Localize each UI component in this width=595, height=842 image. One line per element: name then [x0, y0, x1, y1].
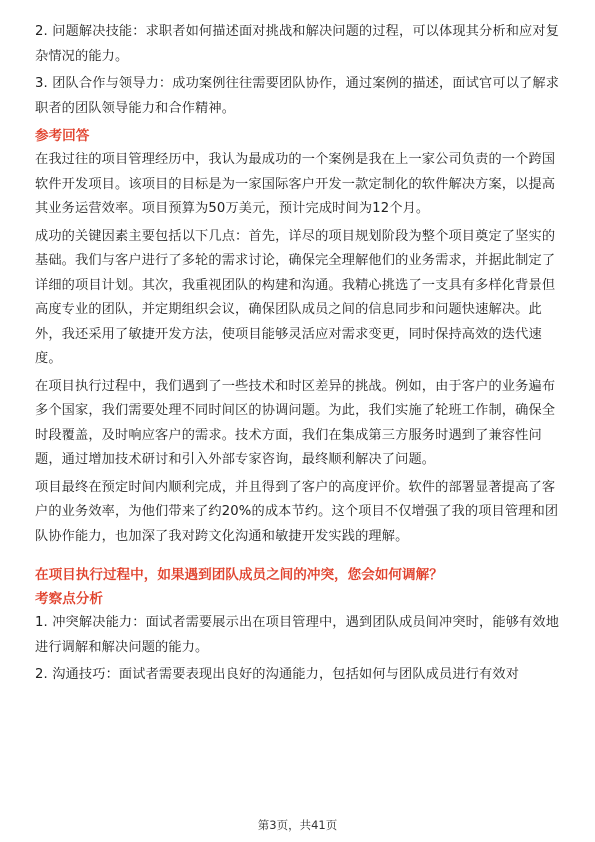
list-item: 2. 问题解决技能：求职者如何描述面对挑战和解决问题的过程，可以体现其分析和应对复杂情况的能力。: [35, 24, 560, 64]
section-heading-answer: 参考回答: [35, 128, 90, 144]
document-body: [35, 20, 560, 691]
list-item: 1. 冲突解决能力：面试者需要展示出在项目管理中，遇到团队成员间冲突时，能够有效地进行调解和解决问题的能力。: [35, 615, 560, 655]
list-item: 2. 沟通技巧：面试者需要表现出良好的沟通能力，包括如何与团队成员进行有效对: [35, 667, 520, 682]
page-number: 第3页，共41页: [257, 818, 338, 832]
list-item: 3. 团队合作与领导力：成功案例往往需要团队协作，通过案例的描述，面试官可以了解求职者的团队领导能力和合作精神。: [35, 76, 560, 116]
answer-paragraph: 项目最终在预定时间内顺利完成，并且得到了客户的高度评价。软件的部署显著提高了客户的业务效率，为他们带来了约20%的成本节约。这个项目不仅增强了我的项目管理和团队协作能力，也加深了我对跨文化沟通和敏捷开发实践的理解。: [35, 479, 559, 544]
section-heading-analysis: 考察点分析: [35, 591, 103, 607]
answer-paragraph: 在项目执行过程中，我们遇到了一些技术和时区差异的挑战。例如，由于客户的业务遍布多个国家，我们需要处理不同时间区的协调问题。为此，我们实施了轮班工作制，确保全时段覆盖，及时响应客户的需求。技术方面，我们在集成第三方服务时遇到了兼容性问题，通过增加技术研讨和引入外部专家咨询，最终顺利解决了问题。: [35, 378, 556, 467]
answer-paragraph: 在我过往的项目管理经历中，我认为最成功的一个案例是我在上一家公司负责的一个跨国软件开发项目。该项目的目标是为一家国际客户开发一款定制化的软件解决方案，以提高其业务运营效率。项目预算为50万美元，预计完成时间为12个月。: [35, 152, 556, 216]
answer-paragraph: 成功的关键因素主要包括以下几点：首先，详尽的项目规划阶段为整个项目奠定了坚实的基础。我们与客户进行了多轮的需求讨论，确保完全理解他们的业务需求，并据此制定了详细的项目计划。其次，我重视团队的构建和沟通。我精心挑选了一支具有多样化背景但高度专业的团队，并定期组织会议，确保团队成员之间的信息同步和问题快速解决。此外，我还采用了敏捷开发方法，使项目能够灵活应对需求变更，同时保持高效的迭代速度。: [35, 228, 556, 366]
spacer: [35, 552, 560, 563]
question-heading: 在项目执行过程中，如果遇到团队成员之间的冲突，您会如何调解？: [35, 567, 443, 583]
